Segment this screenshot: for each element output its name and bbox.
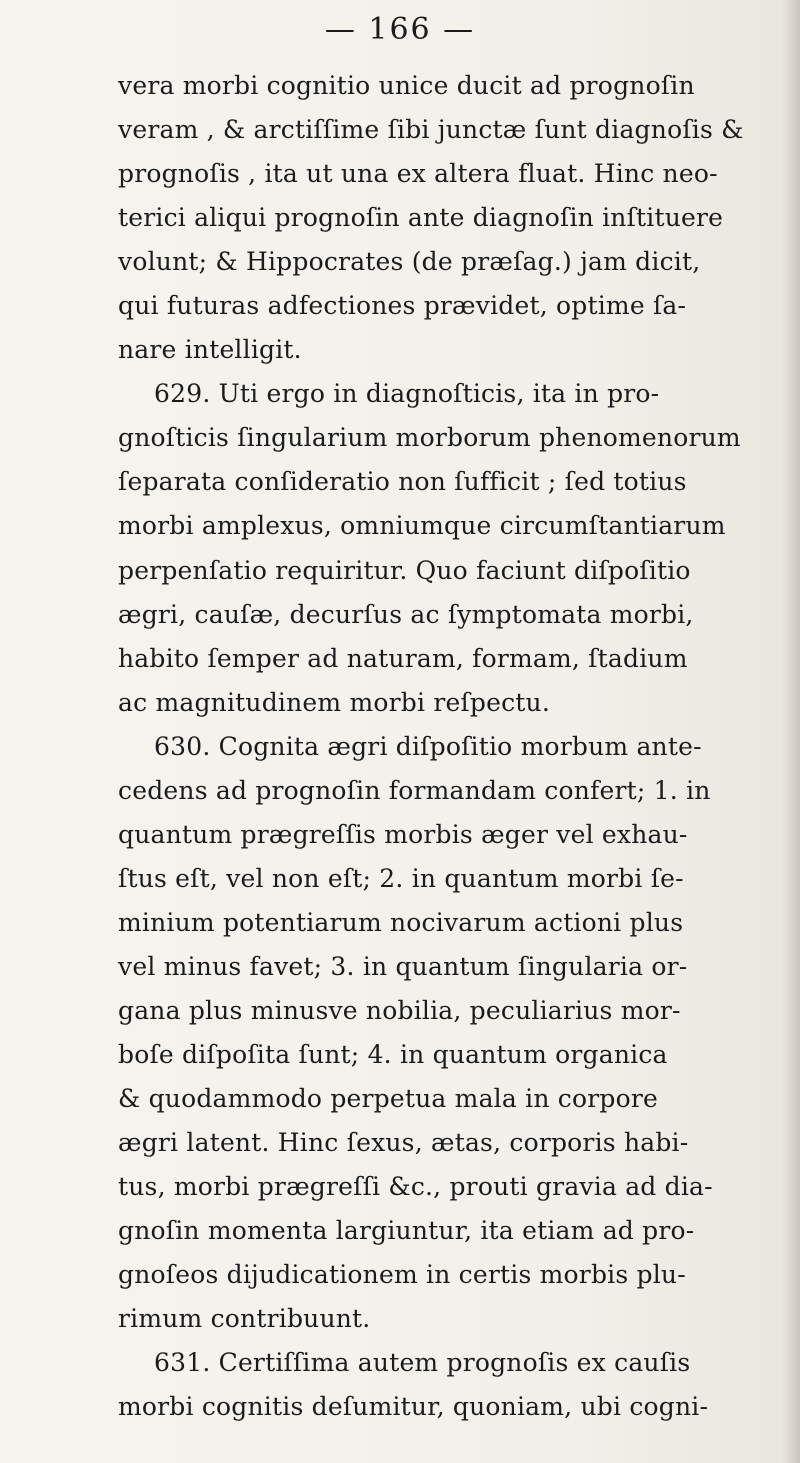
text-line: nare intelligit. (118, 335, 302, 365)
text-body (118, 64, 788, 1429)
text-line: gnoſeos dijudicationem in certis morbis plu- (118, 1260, 686, 1290)
text-line: ac magnitudinem morbi reſpectu. (118, 687, 551, 717)
text-line: quantum prægreſſis morbis æger vel exhau- (118, 819, 688, 849)
text-line: ægri, cauſæ, decurſus ac ſymptomata morbi, (118, 599, 694, 629)
text-line: terici aliqui prognoſin ante diagnoſin inſtituere (118, 203, 724, 233)
text-line: gnoſin momenta largiuntur, ita etiam ad pro- (118, 1216, 695, 1246)
text-line: minium potentiarum nocivarum actioni plus (118, 907, 684, 937)
text-line: morbi cognitis deſumitur, quoniam, ubi cogni- (118, 1392, 709, 1422)
text-line: vel minus favet; 3. in quantum ſingularia or- (118, 951, 688, 981)
text-line: gnoſticis ſingularium morborum phenomenorum (118, 423, 741, 453)
text-line: rimum contribuunt. (118, 1304, 371, 1334)
text-line: tus, morbi prægreſſi &c., prouti gravia ad dia- (118, 1172, 713, 1202)
text-line: habito ſemper ad naturam, formam, ſtadium (118, 643, 688, 673)
text-line: perpenſatio requiritur. Quo faciunt diſpoſitio (118, 555, 691, 585)
paragraph-629-start: 629. Uti ergo in diagnoſticis, ita in pro- (154, 379, 660, 409)
text-line: vera morbi cognitio unice ducit ad prognoſin (118, 71, 695, 100)
text-line: qui futuras adfectiones prævidet, optime ſa- (118, 291, 687, 321)
paragraph-631-start: 631. Certiſſima autem prognoſis ex cauſis (154, 1348, 691, 1378)
text-line: morbi amplexus, omniumque circumſtantiarum (118, 511, 726, 541)
text-line: veram , & arctiſſime ſibi junctæ ſunt diagnoſis & (118, 115, 744, 145)
text-line: gana plus minusve nobilia, peculiarius mor- (118, 995, 681, 1025)
text-line: ſtus eſt, vel non eſt; 2. in quantum morbi ſe- (118, 863, 684, 893)
paragraph-630-start: 630. Cognita ægri diſpoſitio morbum ante- (154, 731, 702, 761)
text-line: ægri latent. Hinc ſexus, ætas, corporis habi- (118, 1128, 689, 1158)
page-number-header: — 166 — (324, 12, 476, 47)
text-line: & quodammodo perpetua mala in corpore (118, 1084, 658, 1114)
text-line: cedens ad prognoſin formandam confert; 1. in (118, 775, 711, 805)
text-line: ſeparata conſideratio non ſufficit ; ſed totius (118, 467, 687, 497)
text-line: prognoſis , ita ut una ex altera fluat. Hinc neo- (118, 159, 718, 189)
text-line: boſe diſpoſita ſunt; 4. in quantum organica (118, 1040, 668, 1070)
text-line: volunt; & Hippocrates (de præſag.) jam dicit, (118, 247, 701, 277)
